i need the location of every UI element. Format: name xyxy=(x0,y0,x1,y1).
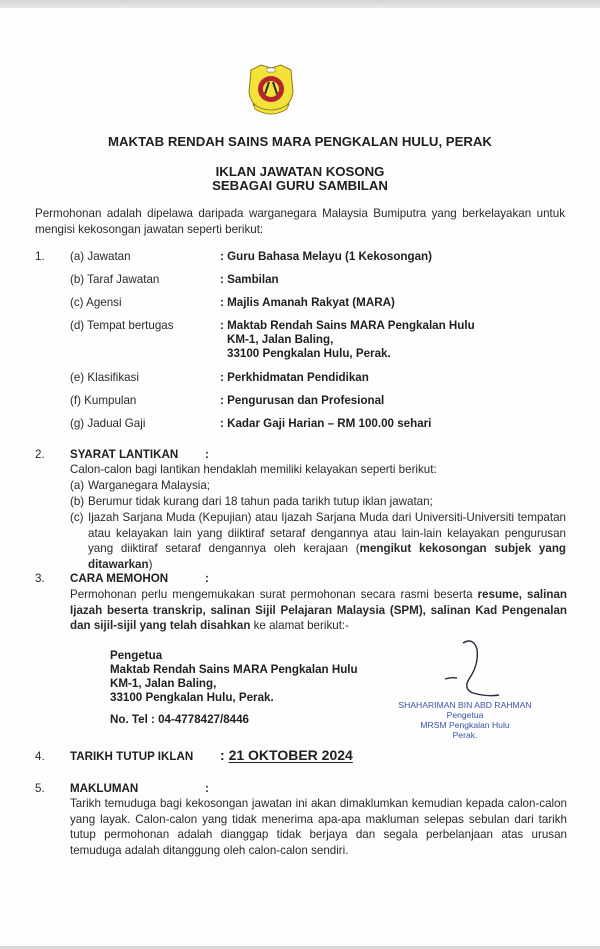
window-top-bar xyxy=(0,0,600,8)
address-line: Maktab Rendah Sains MARA Pengkalan Hulu xyxy=(110,663,358,676)
item-label-jawatan: (a) Jawatan xyxy=(70,250,131,263)
item-value-tempat-line2: KM-1, Jalan Baling, xyxy=(227,333,334,346)
item-value-kumpulan: : Pengurusan dan Profesional xyxy=(220,394,385,407)
requirement-a-marker: (a) xyxy=(70,479,85,492)
item-value-tempat-line3: 33100 Pengkalan Hulu, Perak. xyxy=(227,347,391,360)
item-value-agensi: : Majlis Amanah Rakyat (MARA) xyxy=(220,296,395,309)
section3-paragraph: Permohonan perlu mengemukakan surat permohonan secara rasmi beserta resume, salinan Ijazah beserta transkrip, salinan Sijil Pelajaran Malaysia (SPM), salinan Kad Pengenalan dan sijil-sijil yang telah disahkan ke alamat berikut:- xyxy=(70,588,567,632)
school-name: MAKTAB RENDAH SAINS MARA PENGKALAN HULU, PERAK xyxy=(108,134,492,149)
section2-title: SYARAT LANTIKAN xyxy=(70,448,179,461)
address-line: Pengetua xyxy=(110,649,163,662)
requirement-b-marker: (b) xyxy=(70,495,85,508)
signatory-place: Perak. xyxy=(452,730,478,740)
section4-number: 4. xyxy=(35,750,45,763)
section3-title: CARA MEMOHON xyxy=(70,572,169,585)
closing-date: : 21 OKTOBER 2024 xyxy=(220,747,353,763)
section5-colon: : xyxy=(205,782,209,795)
requirement-b-text: Berumur tidak kurang dari 18 tahun pada tarikh tutup iklan jawatan; xyxy=(88,495,433,508)
requirement-c-marker: (c) xyxy=(70,511,84,524)
item-label-kumpulan: (f) Kumpulan xyxy=(70,394,137,407)
address-line: 33100 Pengkalan Hulu, Perak. xyxy=(110,691,274,704)
section5-number: 5. xyxy=(35,782,45,795)
item-label-taraf: (b) Taraf Jawatan xyxy=(70,273,160,286)
signatory-block xyxy=(395,700,535,740)
requirement-a-text: Warganegara Malaysia; xyxy=(88,479,211,492)
item-label-agensi: (c) Agensi xyxy=(70,296,122,309)
item-value-tempat: : Maktab Rendah Sains MARA Pengkalan Hulu xyxy=(220,319,475,332)
item-value-klasifikasi: : Perkhidmatan Pendidikan xyxy=(220,371,369,384)
address-line: KM-1, Jalan Baling, xyxy=(110,677,217,690)
title-line-2: SEBAGAI GURU SAMBILAN xyxy=(212,178,388,193)
section4-title: TARIKH TUTUP IKLAN xyxy=(70,750,194,763)
item-label-gaji: (g) Jadual Gaji xyxy=(70,417,146,430)
intro-paragraph: Permohonan adalah dipelawa daripada warganegara Malaysia Bumiputra yang berkelayakan untuk mengisi kekosongan jawatan seperti berikut: xyxy=(35,207,565,236)
item-value-taraf: : Sambilan xyxy=(220,273,279,286)
title-line-1: IKLAN JAWATAN KOSONG xyxy=(215,164,385,179)
section2-colon: : xyxy=(205,448,209,461)
section2-number: 2. xyxy=(35,448,45,461)
section3-number: 3. xyxy=(35,572,45,585)
signatory-name: SHAHARIMAN BIN ABD RAHMAN xyxy=(398,700,532,710)
section3-colon: : xyxy=(205,572,209,585)
telephone-number: No. Tel : 04-4778427/8446 xyxy=(110,713,249,726)
requirement-c-text: Ijazah Sarjana Muda (Kepujian) atau Ijazah Sarjana Muda dari Universiti-Universiti tempatan atau kelayakan lain yang diiktiraf setaraf dengannya atau lain-lain kelayakan pengurusan yang diiktiraf setaraf dengannya oleh kerajaan (mengikut kekosongan subjek yang ditawarkan) xyxy=(88,511,566,571)
item-value-jawatan: : Guru Bahasa Melayu (1 Kekosongan) xyxy=(220,250,432,263)
item-label-klasifikasi: (e) Klasifikasi xyxy=(70,371,139,384)
section5-title: MAKLUMAN xyxy=(70,782,139,795)
section1-number: 1. xyxy=(35,250,45,263)
item-value-gaji: : Kadar Gaji Harian – RM 100.00 sehari xyxy=(220,417,432,430)
handwritten-signature xyxy=(435,635,515,701)
mrsm-crest-logo xyxy=(243,62,299,118)
signatory-org: MRSM Pengkalan Hulu xyxy=(420,720,510,730)
section5-paragraph: Tarikh temuduga bagi kekosongan jawatan ini akan dimaklumkan kemudian kepada calon-calon yang layak. Calon-calon yang tidak menerima apa-apa makluman selepas sebulan dari tarikh tutup permohonan adalah dianggap tidak berjaya dan segala perbelanjaan atas urusan temuduga adalah ditanggung oleh calon-calon sendiri. xyxy=(70,797,567,857)
section2-intro: Calon-calon bagi lantikan hendaklah memiliki kelayakan seperti berikut: xyxy=(70,463,437,476)
item-label-tempat: (d) Tempat bertugas xyxy=(70,319,174,332)
signatory-role: Pengetua xyxy=(446,710,484,720)
